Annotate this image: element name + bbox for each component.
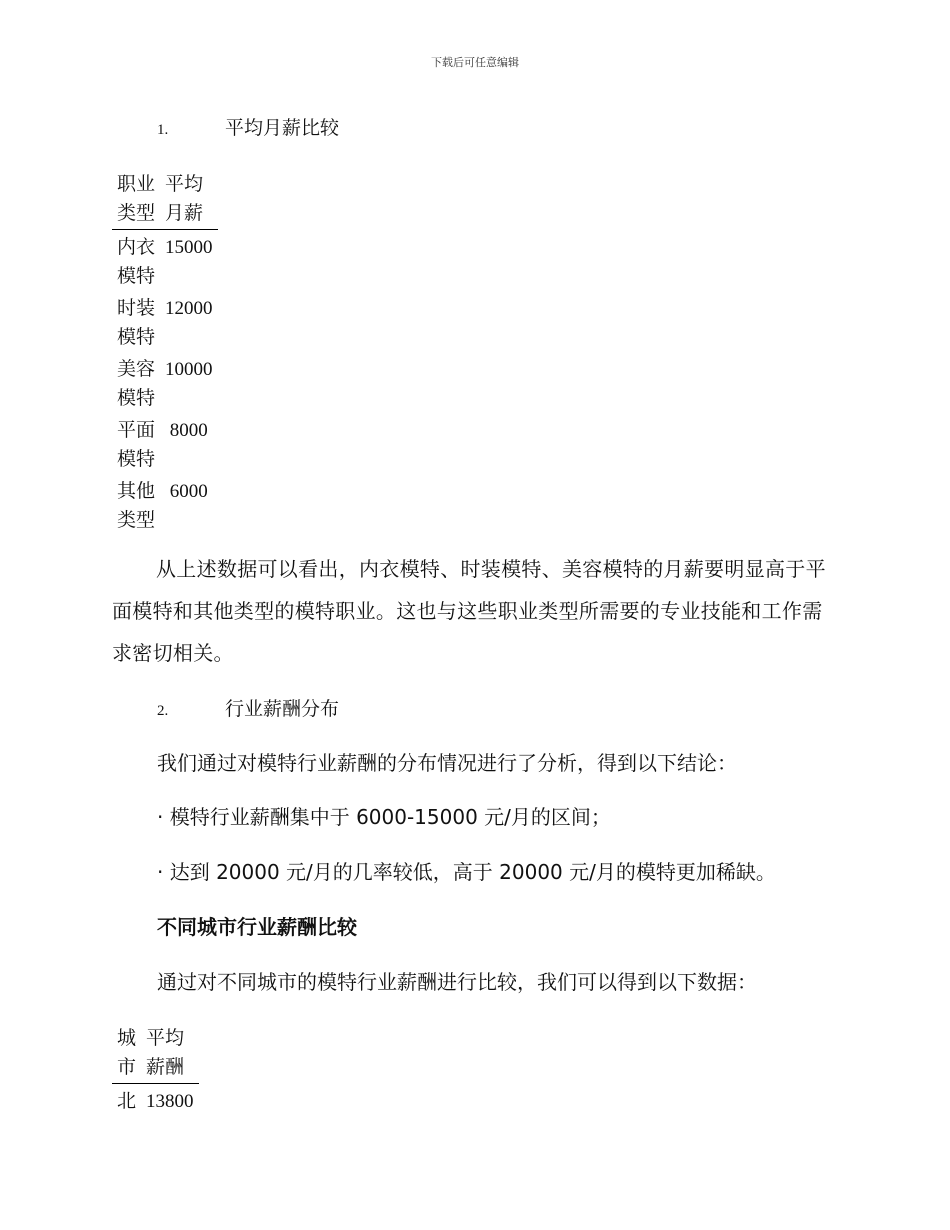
section-1-title: 平均月薪比较 (225, 117, 340, 139)
type-cell: 美容 模特 (117, 358, 156, 409)
table-row (112, 1084, 199, 1120)
table-row (112, 294, 218, 355)
table-row (112, 355, 218, 416)
section-2-title: 行业薪酬分布 (225, 698, 340, 720)
salary-cell: 10000 (165, 359, 213, 380)
salary-cell: 12000 (165, 298, 213, 319)
type-cell: 其他 类型 (117, 480, 156, 531)
table-row (112, 416, 218, 477)
page-header: 下载后可任意编辑 (431, 56, 519, 69)
table-header-row (112, 170, 218, 230)
section-2-number: 2. (157, 703, 169, 719)
analysis-paragraph-2: 我们通过对模特行业薪酬的分布情况进行了分析，得到以下结论： (157, 751, 737, 775)
table-header-row (112, 1024, 199, 1084)
table-row (112, 477, 218, 538)
table-row (112, 230, 218, 295)
salary-cell: 15000 (165, 237, 213, 258)
salary-cell: 8000 (169, 420, 208, 441)
city-cell: 北 (117, 1090, 137, 1112)
type-cell: 内衣 模特 (117, 236, 156, 287)
bullet-item-1: · 模特行业薪酬集中于 6000-15000 元/月的区间； (157, 805, 611, 829)
analysis-paragraph-1: 从上述数据可以看出，内衣模特、时装模特、美容模特的月薪要明显高于平面模特和其他类型的模特职业。这也与这些职业类型所需要的专业技能和工作需求密切相关。 (112, 557, 826, 665)
type-cell: 时装 模特 (117, 297, 156, 348)
column-header-type: 职业 类型 (117, 173, 156, 224)
analysis-paragraph-3: 通过对不同城市的模特行业薪酬进行比较，我们可以得到以下数据： (157, 970, 757, 994)
section-1-heading (157, 113, 339, 144)
salary-cell: 6000 (169, 481, 208, 502)
section-3-heading: 不同城市行业薪酬比较 (157, 915, 357, 939)
salary-by-city-table (112, 1024, 199, 1119)
type-cell: 平面 模特 (117, 419, 156, 470)
bullet-item-2: · 达到 20000 元/月的几率较低，高于 20000 元/月的模特更加稀缺。 (157, 860, 776, 884)
column-header-city: 城 市 (117, 1027, 137, 1078)
section-2-heading (157, 694, 339, 725)
pay-cell: 13800 (146, 1091, 194, 1112)
column-header-salary: 平均 月薪 (165, 173, 204, 224)
column-header-avg-pay: 平均 薪酬 (146, 1027, 185, 1078)
section-1-number: 1. (157, 122, 169, 138)
salary-by-type-table (112, 170, 218, 538)
